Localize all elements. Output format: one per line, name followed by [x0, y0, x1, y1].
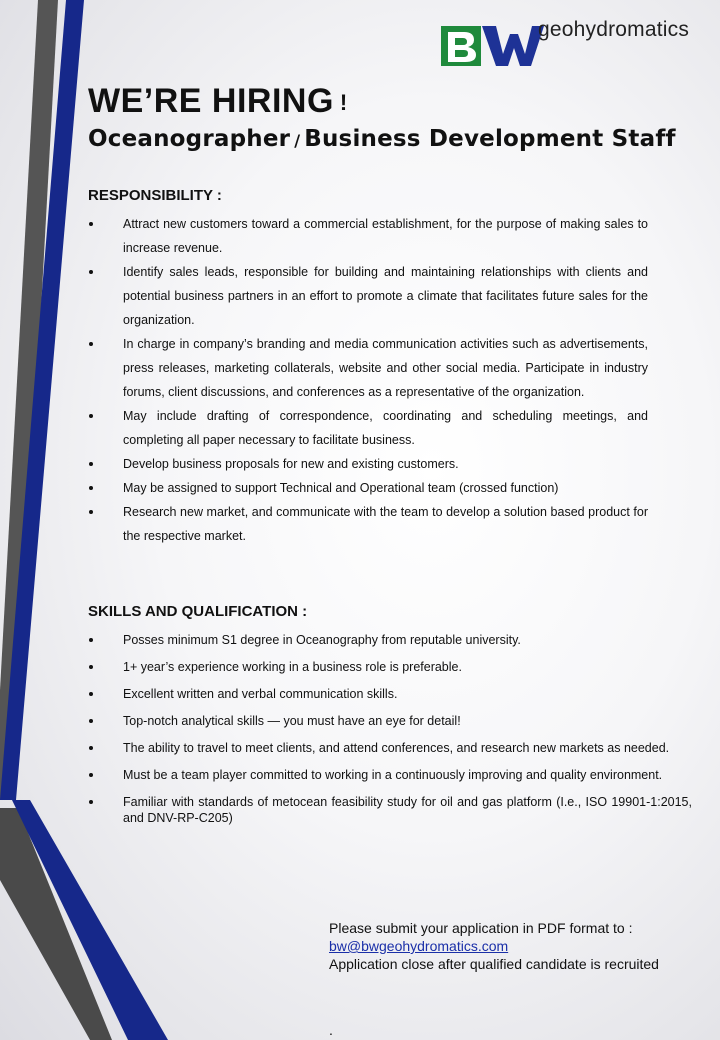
hiring-headline: WE’RE HIRING !: [88, 82, 348, 120]
list-item: Research new market, and communicate with the team to develop a solution based product for the respective market.: [88, 500, 648, 548]
logo-wordmark: geohydromatics: [538, 18, 690, 41]
list-item: Identify sales leads, responsible for building and maintaining relationships with clients and potential business partners in an effort to promote a climate that facilitates future sales for the organization.: [88, 260, 648, 332]
list-item: Top-notch analytical skills — you must have an eye for detail!: [88, 713, 692, 729]
job-title-part2: Business Development Staff: [304, 126, 676, 152]
job-title-part1: Oceanographer: [88, 126, 291, 152]
responsibility-heading: RESPONSIBILITY :: [88, 187, 222, 204]
list-item: Develop business proposals for new and existing customers.: [88, 452, 648, 476]
list-item: Must be a team player committed to working in a continuously improving and quality environment.: [88, 767, 692, 783]
trailing-period: .: [329, 1022, 333, 1038]
list-item: The ability to travel to meet clients, and attend conferences, and research new markets as needed.: [88, 740, 692, 756]
list-item: Excellent written and verbal communication skills.: [88, 686, 692, 702]
application-close-note: Application close after qualified candidate is recruited: [329, 956, 659, 972]
list-item: 1+ year’s experience working in a business role is preferable.: [88, 659, 692, 675]
submission-info: [329, 919, 659, 973]
list-item: In charge in company’s branding and media communication activities such as advertisements, press releases, marketing collaterals, website and other social media. Participate in industry forums, client discussions, and conferences as a representative of the organization.: [88, 332, 648, 404]
headline-exclamation: !: [339, 90, 348, 115]
job-title: [88, 126, 676, 152]
email-link[interactable]: bw@bwgeohydromatics.com: [329, 938, 509, 954]
list-item: Familiar with standards of metocean feasibility study for oil and gas platform (I.e., ISO 19901-1:2015, and DNV-RP-C205): [88, 794, 692, 826]
list-item: Posses minimum S1 degree in Oceanography from reputable university.: [88, 632, 692, 648]
list-item: May be assigned to support Technical and Operational team (crossed function): [88, 476, 648, 500]
submit-instruction: Please submit your application in PDF format to :: [329, 920, 633, 936]
skills-heading: SKILLS AND QUALIFICATION :: [88, 603, 308, 620]
job-title-separator: /: [294, 131, 301, 150]
skills-list: [88, 632, 692, 826]
list-item: Attract new customers toward a commercial establishment, for the purpose of making sales to increase revenue.: [88, 212, 648, 260]
list-item: May include drafting of correspondence, coordinating and scheduling meetings, and completing all paper necessary to facilitate business.: [88, 404, 648, 452]
responsibility-list: [88, 212, 648, 548]
